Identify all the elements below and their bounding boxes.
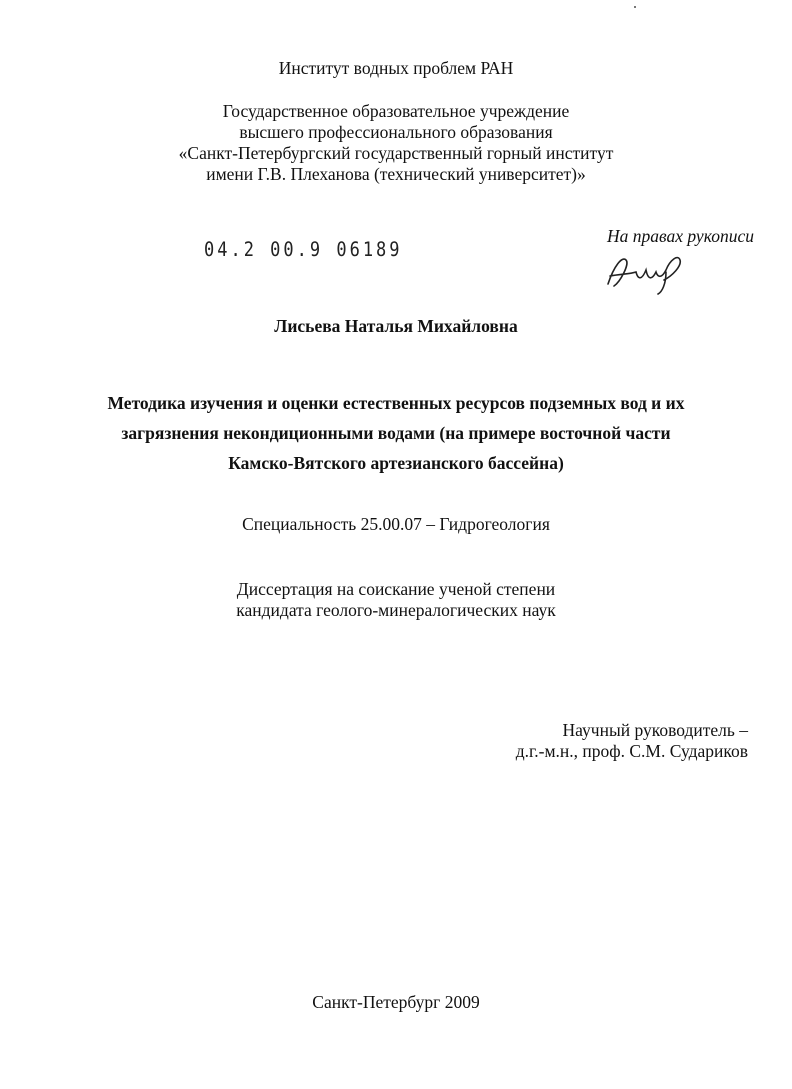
city-year: Санкт-Петербург 2009: [312, 992, 480, 1012]
degree-line: Диссертация на соискание ученой степени: [236, 579, 556, 599]
advisor-line: д.г.-м.н., проф. С.М. Судариков: [515, 741, 748, 761]
org-line: высшего профессионального образования: [239, 122, 553, 142]
organization-block: [0, 101, 792, 185]
handwritten-signature: [600, 246, 690, 296]
org-line: «Санкт-Петербургский государственный горный институт: [178, 143, 614, 163]
registration-stamp: 04.2 00.9 06189: [204, 238, 403, 262]
dissertation-degree: [0, 579, 792, 621]
scan-speck: [634, 6, 636, 8]
scientific-advisor: [516, 720, 748, 762]
advisor-line: Научный руководитель –: [562, 720, 748, 740]
institute-line: Институт водных проблем РАН: [278, 58, 514, 78]
title-line: загрязнения некондиционными водами (на примере восточной части: [121, 423, 671, 443]
author-name: Лисьева Наталья Михайловна: [274, 316, 518, 336]
dissertation-title: [0, 388, 792, 478]
org-line: имени Г.В. Плеханова (технический университет)»: [206, 164, 586, 184]
institute-name: [0, 58, 792, 79]
org-line: Государственное образовательное учреждение: [222, 101, 570, 121]
rights-note: На правах рукописи: [607, 226, 754, 246]
title-line: Камско-Вятского артезианского бассейна): [228, 453, 564, 473]
title-line: Методика изучения и оценки естественных ресурсов подземных вод и их: [107, 393, 685, 413]
specialty: Специальность 25.00.07 – Гидрогеология: [242, 514, 550, 534]
degree-line: кандидата геолого-минералогических наук: [236, 600, 556, 620]
